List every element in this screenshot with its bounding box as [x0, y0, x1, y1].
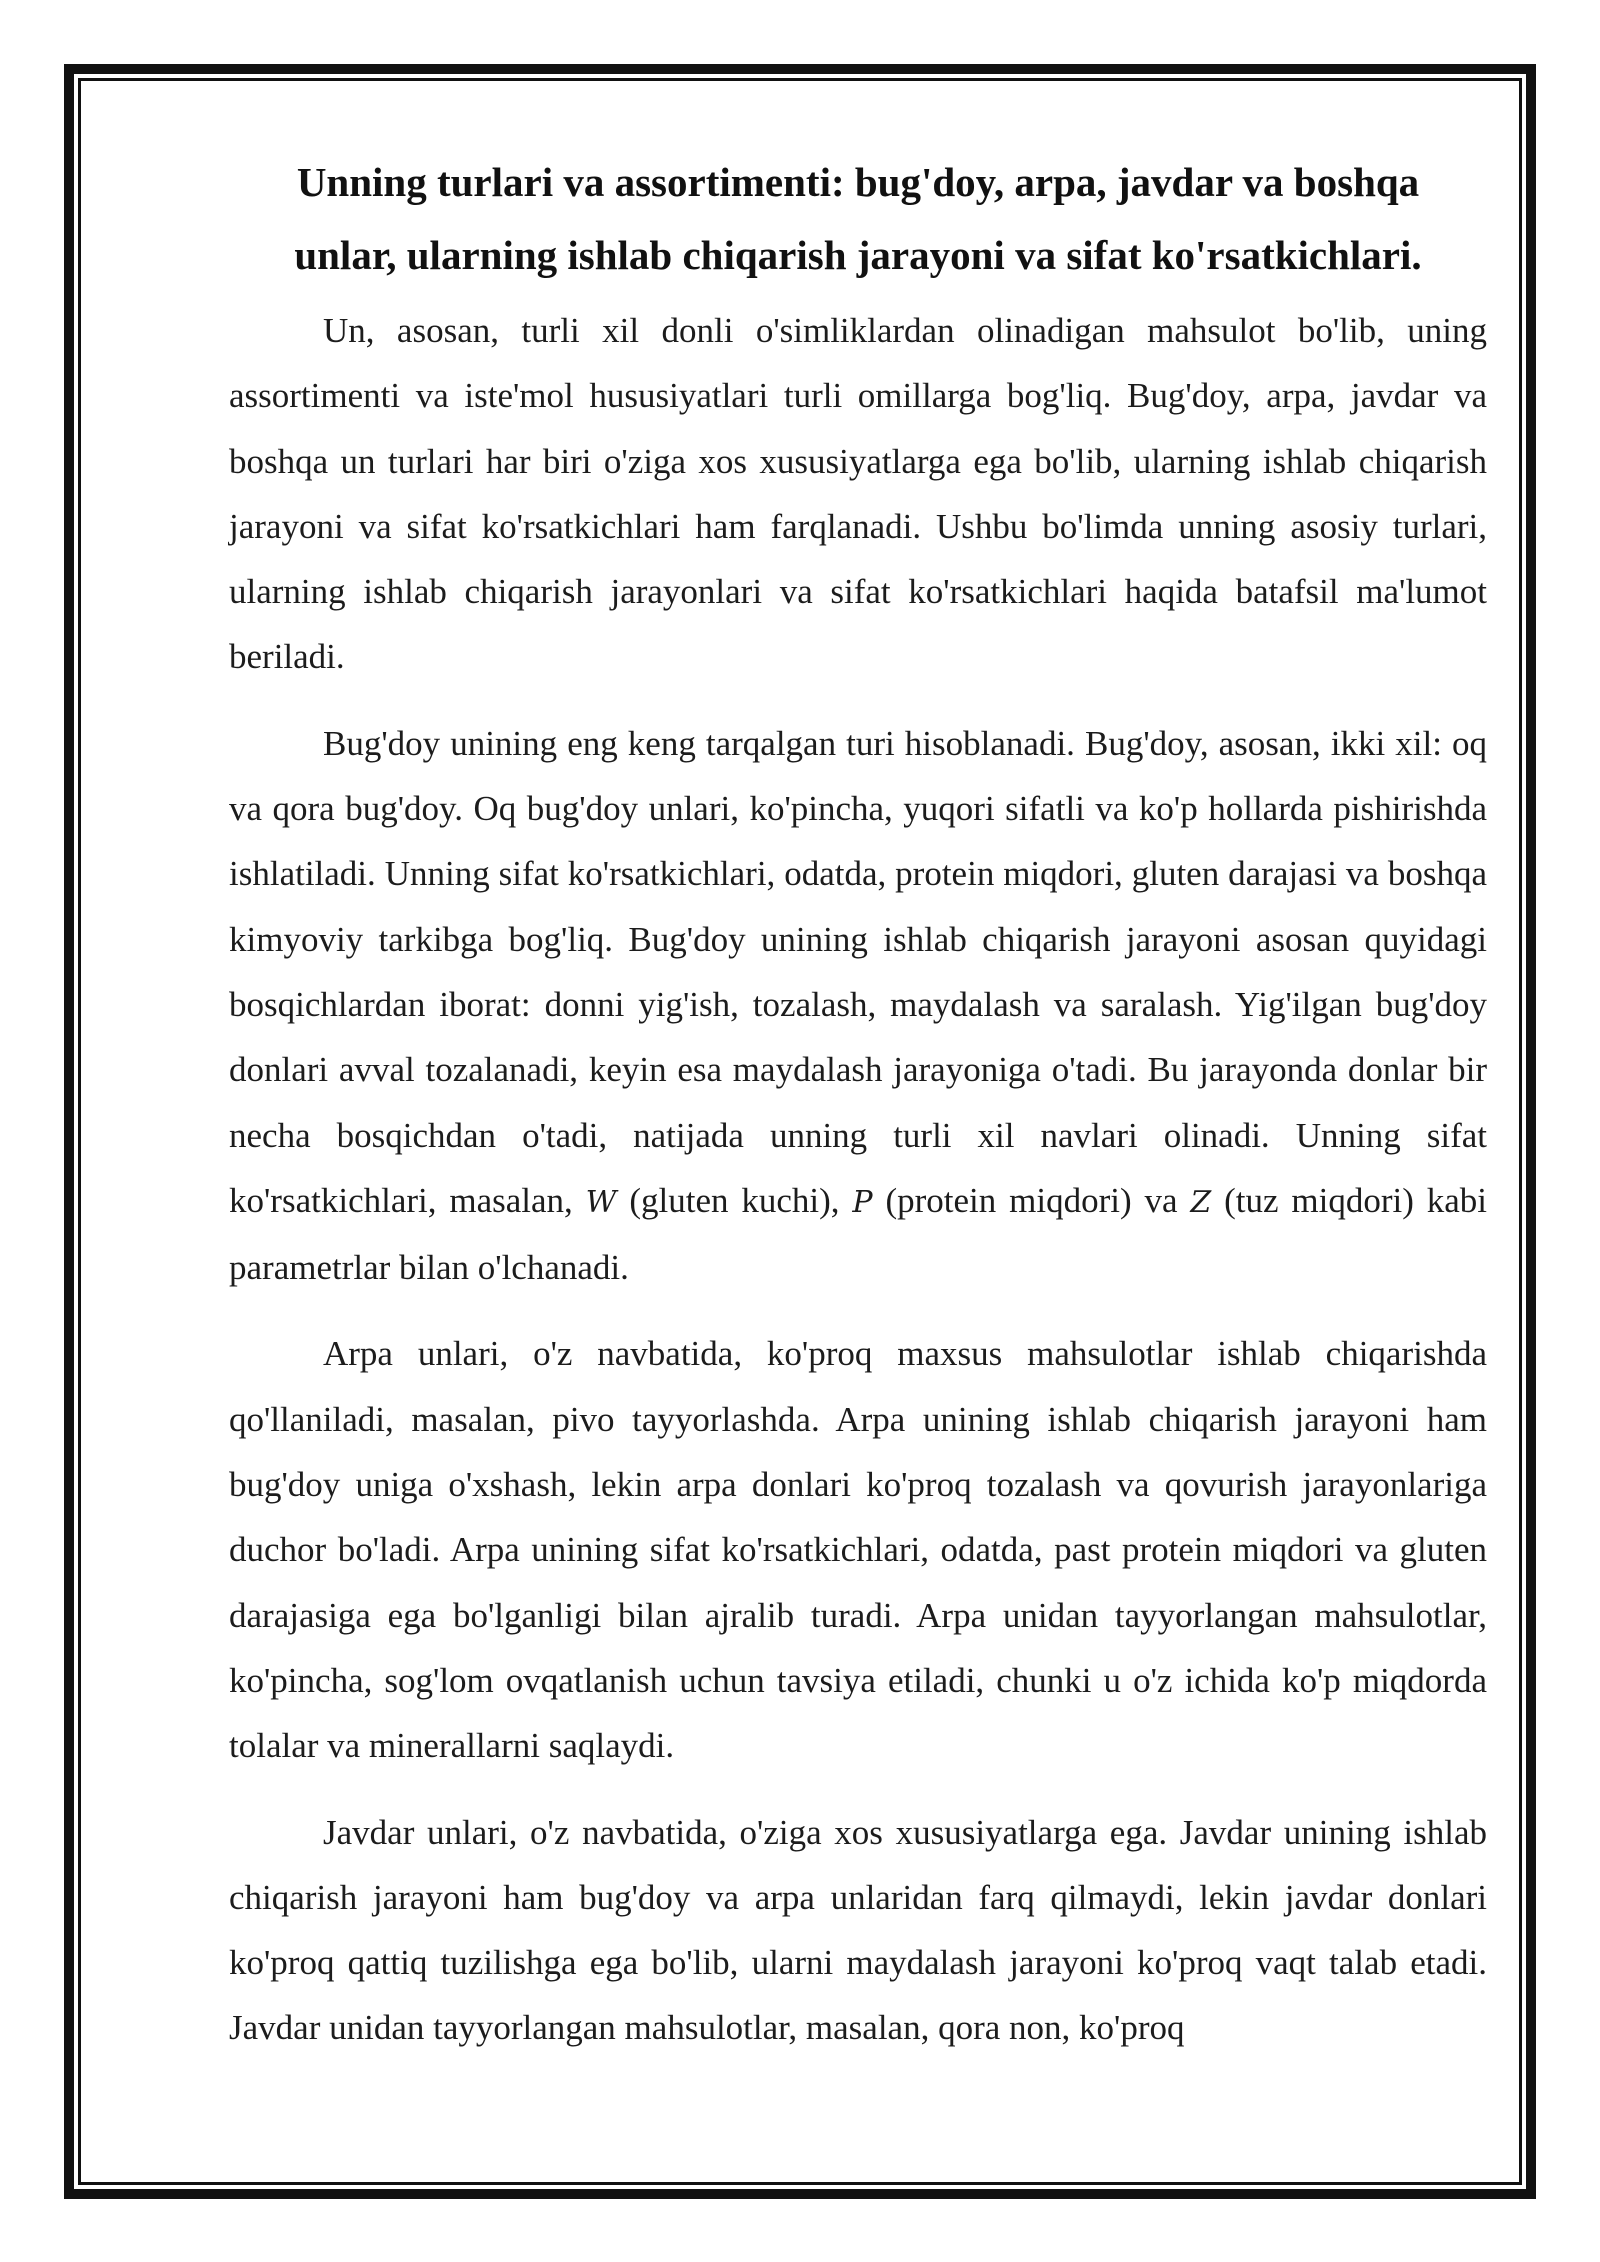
paragraph-wheat [229, 711, 1487, 1301]
paragraph-intro: Un, asosan, turli xil donli o'simliklardan olinadigan mahsulot bo'lib, uning assortimenti va iste'mol hususiyatlari turli omillarga bog'liq. Bug'doy, arpa, javdar va boshqa un turlari har biri o'ziga xos xususiyatlarga ega bo'lib, ularning ishlab chiqarish jarayoni va sifat ko'rsatkichlari ham farqlanadi. Ushbu bo'limda unning asosiy turlari, ularning ishlab chiqarish jarayonlari va sifat ko'rsatkichlari haqida batafsil ma'lumot beriladi. [229, 311, 1487, 677]
paragraph-wheat-text-2: (gluten kuchi), [616, 1180, 853, 1220]
paragraph-wheat-text-1: Bug'doy unining eng keng tarqalgan turi hisoblanadi. Bug'doy, asosan, ikki xil: oq va qora bug'doy. Oq bug'doy unlari, ko'pincha, yuqori sifatli va ko'p hollarda pishirishda ishlatiladi. Unning sifat ko'rsatkichlari, odatda, protein miqdori, gluten darajasi va boshqa kimyoviy tarkibga bog'liq. Bug'doy unining ishlab chiqarish jarayoni asosan quyidagi bosqichlardan iborat: donni yig'ish, tozalash, maydalash va saralash. Yig'ilgan bug'doy donlari avval tozalanadi, keyin esa maydalash jarayoniga o'tadi. Bu jarayonda donlar bir necha bosqichdan o'tadi, natijada unning turli xil navlari olinadi. Unning sifat ko'rsatkichlari, masalan, [229, 723, 1487, 1220]
document-title: Unning turlari va assortimenti: bug'doy, arpa, javdar va boshqa unlar, ularning ishlab chiqarish jarayoni va sifat ko'rsatkichlari. [294, 159, 1422, 278]
paragraph-rye: Javdar unlari, o'z navbatida, o'ziga xos xususiyatlarga ega. Javdar unining ishlab chiqarish jarayoni ham bug'doy va arpa unlaridan farq qilmaydi, lekin javdar donlari ko'proq qattiq tuzilishga ega bo'lib, ularni maydalash jarayoni ko'proq vaqt talab etadi. Javdar unidan tayyorlangan mahsulotlar, masalan, qora non, ko'proq [229, 1812, 1487, 2048]
paragraph-barley: Arpa unlari, o'z navbatida, ko'proq maxsus mahsulotlar ishlab chiqarishda qo'llaniladi, masalan, pivo tayyorlashda. Arpa unining ishlab chiqarish jarayoni ham bug'doy uniga o'xshash, lekin arpa donlari ko'proq tozalash va qovurish jarayonlariga duchor bo'ladi. Arpa unining sifat ko'rsatkichlari, odatda, past protein miqdori va gluten darajasiga ega bo'lganligi bilan ajralib turadi. Arpa unidan tayyorlangan mahsulotlar, ko'pincha, sog'lom ovqatlanish uchun tavsiya etiladi, chunki u o'z ichida ko'p miqdorda tolalar va minerallarni saqlaydi. [229, 1334, 1487, 1766]
paragraph-wheat-text-3: (protein miqdori) va [872, 1180, 1191, 1220]
symbol-p: P [852, 1184, 873, 1220]
symbol-w: W [585, 1184, 617, 1220]
document-body [229, 146, 1487, 2082]
paragraph-wheat-text-4: (tuz miqdori) kabi parametrlar bilan o'lchanadi. [229, 1180, 1487, 1288]
symbol-z: Z [1190, 1184, 1212, 1220]
